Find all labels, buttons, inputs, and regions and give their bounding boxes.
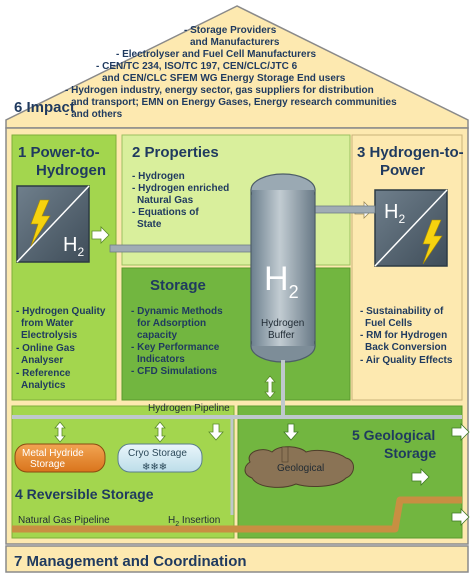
metal-hydride-label-2: Storage <box>30 459 66 470</box>
list-item: - Sustainability of <box>360 306 444 317</box>
impact-item: and Manufacturers <box>190 37 280 48</box>
list-item: Back Conversion <box>365 342 447 353</box>
electrolyser-converter <box>17 186 89 262</box>
pipe-right <box>312 206 375 213</box>
impact-item: - Storage Providers <box>184 25 277 36</box>
list-item: from Water <box>21 318 74 329</box>
hydrogen-to-power-title-2: Power <box>380 162 426 179</box>
list-item: Electrolysis <box>21 330 78 341</box>
converter-h2-label: $H_2$ <box>384 201 406 226</box>
list-item: - Key Performance <box>131 342 220 353</box>
hydrogen-buffer-tank <box>251 174 315 362</box>
list-item: Analytics <box>21 380 66 391</box>
hydrogen-pipeline-label: Hydrogen Pipeline <box>148 403 230 414</box>
hydrogen-to-power-list <box>360 306 453 366</box>
impact-item: - CEN/TC 234, ISO/TC 197, CEN/CLC/JTC 6 <box>96 61 298 72</box>
management-title: 7 Management and Coordination <box>14 553 247 570</box>
list-item: Indicators <box>137 354 185 365</box>
impact-item: - and others <box>65 109 123 120</box>
list-item: - RM for Hydrogen <box>360 330 448 341</box>
buffer-label-1: Hydrogen <box>261 318 305 329</box>
metal-hydride-tank <box>15 444 105 472</box>
geological-title-1: 5 Geological <box>352 427 436 443</box>
list-item: State <box>137 219 162 230</box>
list-item: capacity <box>137 330 178 341</box>
buffer-h2-label: $H_2$ <box>264 260 299 302</box>
converter-h2-label: $H_2$ <box>63 234 85 259</box>
list-item: - Reference <box>16 368 71 379</box>
power-to-hydrogen-title-1: 1 Power-to- <box>18 144 100 161</box>
fuel-cell-converter <box>375 190 447 266</box>
list-item: Natural Gas <box>137 195 194 206</box>
geological-title-2: Storage <box>384 445 437 461</box>
list-item: - Hydrogen enriched <box>132 183 230 194</box>
h2-insertion-label: $H_2$ Insertion <box>168 515 221 528</box>
list-item: Analyser <box>21 355 64 366</box>
list-item: - Hydrogen <box>132 171 185 182</box>
metal-hydride-label-1: Metal Hydride <box>22 448 84 459</box>
impact-item: and transport; EMN on Energy Gases, Energy research communities <box>71 97 397 108</box>
list-item: - CFD Simulations <box>131 366 218 377</box>
storage-list <box>131 306 223 377</box>
cryo-storage-tank <box>118 444 202 473</box>
pipe-left <box>110 245 272 252</box>
impact-title: 6 Impact <box>14 99 75 116</box>
storage-title: Storage <box>150 277 206 294</box>
list-item: - Hydrogen Quality <box>16 306 106 317</box>
cryo-label: Cryo Storage <box>128 448 187 459</box>
buffer-label-2: Buffer <box>268 330 295 341</box>
power-to-hydrogen-title-2: Hydrogen <box>36 162 107 179</box>
impact-item: - Electrolyser and Fuel Cell Manufacturers <box>116 49 317 60</box>
cavern-pipe <box>282 447 288 462</box>
cavern-label: Geological <box>277 463 325 474</box>
reversible-storage-title: 4 Reversible Storage <box>15 486 154 502</box>
list-item: for Adsorption <box>137 318 207 329</box>
list-item: - Online Gas <box>16 343 75 354</box>
list-item: Fuel Cells <box>365 318 413 329</box>
list-item: - Dynamic Methods <box>131 306 223 317</box>
hydrogen-to-power-title-1: 3 Hydrogen-to- <box>357 144 464 161</box>
natural-gas-pipeline-label: Natural Gas Pipeline <box>18 515 110 526</box>
impact-item: - Hydrogen industry, energy sector, gas suppliers for distribution <box>65 85 374 96</box>
properties-title: 2 Properties <box>132 144 219 161</box>
list-item: - Air Quality Effects <box>360 355 453 366</box>
impact-item: and CEN/CLC SFEM WG Energy Storage End users <box>102 73 346 84</box>
snowflake-icon: ❄❄❄ <box>142 462 168 473</box>
list-item: - Equations of <box>132 207 199 218</box>
